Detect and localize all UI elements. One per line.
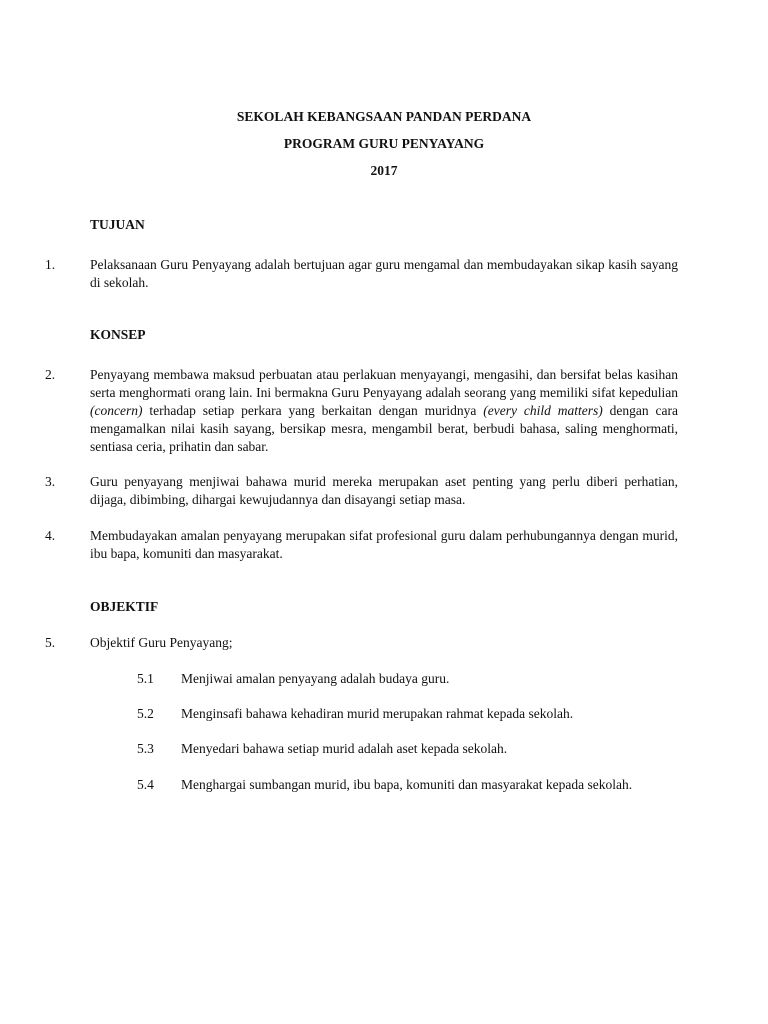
- subitem-5-2-text: Menginsafi bahawa kehadiran murid merupakan rahmat kepada sekolah.: [181, 706, 574, 721]
- item-4-number: 4.: [45, 528, 56, 543]
- program-year: 2017: [370, 163, 398, 178]
- item-1-number: 1.: [45, 257, 56, 272]
- item-2-text-part3: dengan cara mengamalkan nilai kasih sayang, bersikap mesra, mengambil berat, berbudi bahasa, saling menghormati, sentiasa ceria, prihatin dan sabar.: [90, 403, 678, 454]
- school-name: SEKOLAH KEBANGSAAN PANDAN PERDANA: [236, 109, 532, 124]
- item-2-text: [90, 366, 678, 456]
- subitem-5-4-number: 5.4: [137, 777, 154, 792]
- subitem-5-3-text: Menyedari bahawa setiap murid adalah aset kepada sekolah.: [181, 741, 508, 756]
- subitem-5-2-number: 5.2: [137, 706, 154, 721]
- item-2-emphasis-concern: (concern): [90, 403, 143, 418]
- subitem-5-1-number: 5.1: [137, 671, 154, 686]
- item-3-number: 3.: [45, 474, 56, 489]
- item-3-text: Guru penyayang menjiwai bahawa murid mereka merupakan aset penting yang perlu diberi perhatian, dijaga, dibimbing, dihargai kewujudannya dan disayangi setiap masa.: [90, 474, 678, 507]
- heading-konsep: KONSEP: [90, 327, 146, 342]
- item-2-number: 2.: [45, 367, 56, 382]
- item-2-text-part2: terhadap setiap perkara yang berkaitan dengan muridnya: [142, 403, 484, 418]
- item-5-number: 5.: [45, 635, 56, 650]
- item-4-text: Membudayakan amalan penyayang merupakan sifat profesional guru dalam perhubungannya dengan murid, ibu bapa, komuniti dan masyarakat.: [90, 528, 678, 561]
- program-title: PROGRAM GURU PENYAYANG: [283, 136, 485, 151]
- subitem-5-1-text: Menjiwai amalan penyayang adalah budaya guru.: [181, 671, 450, 686]
- item-5-text: Objektif Guru Penyayang;: [90, 635, 233, 650]
- subitem-5-4-text: Menghargai sumbangan murid, ibu bapa, komuniti dan masyarakat kepada sekolah.: [181, 777, 633, 792]
- item-2-text-part1: Penyayang membawa maksud perbuatan atau perlakuan menyayangi, mengasihi, dan bersifat belas kasihan serta menghormati orang lain. Ini bermakna Guru Penyayang adalah seorang yang memiliki sifat kepedulian: [90, 367, 678, 400]
- item-1-text: Pelaksanaan Guru Penyayang adalah bertujuan agar guru mengamal dan membudayakan sikap kasih sayang di sekolah.: [90, 257, 678, 290]
- heading-tujuan: TUJUAN: [90, 217, 145, 232]
- subitem-5-3-number: 5.3: [137, 741, 154, 756]
- item-2-emphasis-every-child-matters: (every child matters): [483, 403, 603, 418]
- heading-objektif: OBJEKTIF: [90, 599, 159, 614]
